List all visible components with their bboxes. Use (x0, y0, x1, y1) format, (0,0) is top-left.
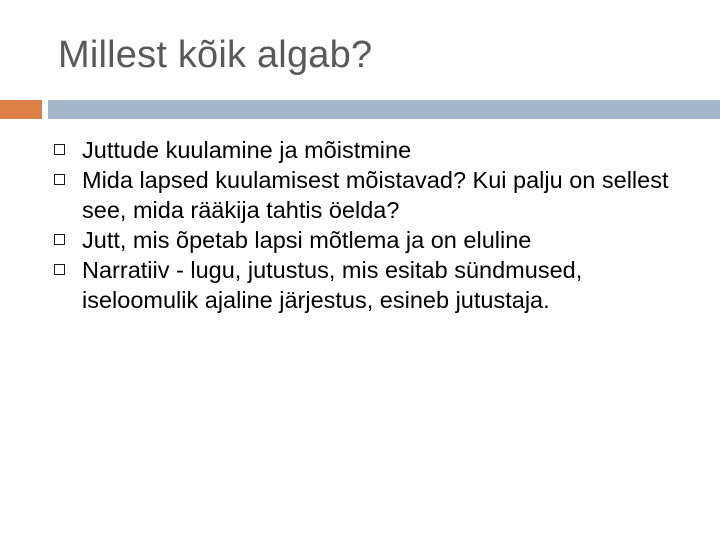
bullet-text: Narratiiv - lugu, jutustus, mis esitab sündmused, iseloomulik ajaline järjestus, esineb jutustaja. (82, 257, 583, 313)
square-bullet-icon (54, 144, 65, 155)
title-accent-bar (0, 100, 42, 119)
bullet-item (52, 135, 692, 165)
bullet-item (52, 225, 692, 255)
bullet-item (52, 165, 692, 225)
square-bullet-icon (54, 174, 65, 185)
bullet-text: Mida lapsed kuulamisest mõistavad? Kui palju on sellest see, mida rääkija tahtis öelda? (82, 167, 669, 223)
bullet-text: Jutt, mis õpetab lapsi mõtlema ja on eluline (82, 227, 532, 253)
bullet-list (52, 135, 692, 315)
bullet-item (52, 255, 692, 315)
square-bullet-icon (54, 264, 65, 275)
slide-title: Millest kõik algab? (58, 34, 373, 76)
bullet-text: Juttude kuulamine ja mõistmine (82, 137, 412, 163)
title-rule-bar (48, 100, 720, 119)
square-bullet-icon (54, 234, 65, 245)
